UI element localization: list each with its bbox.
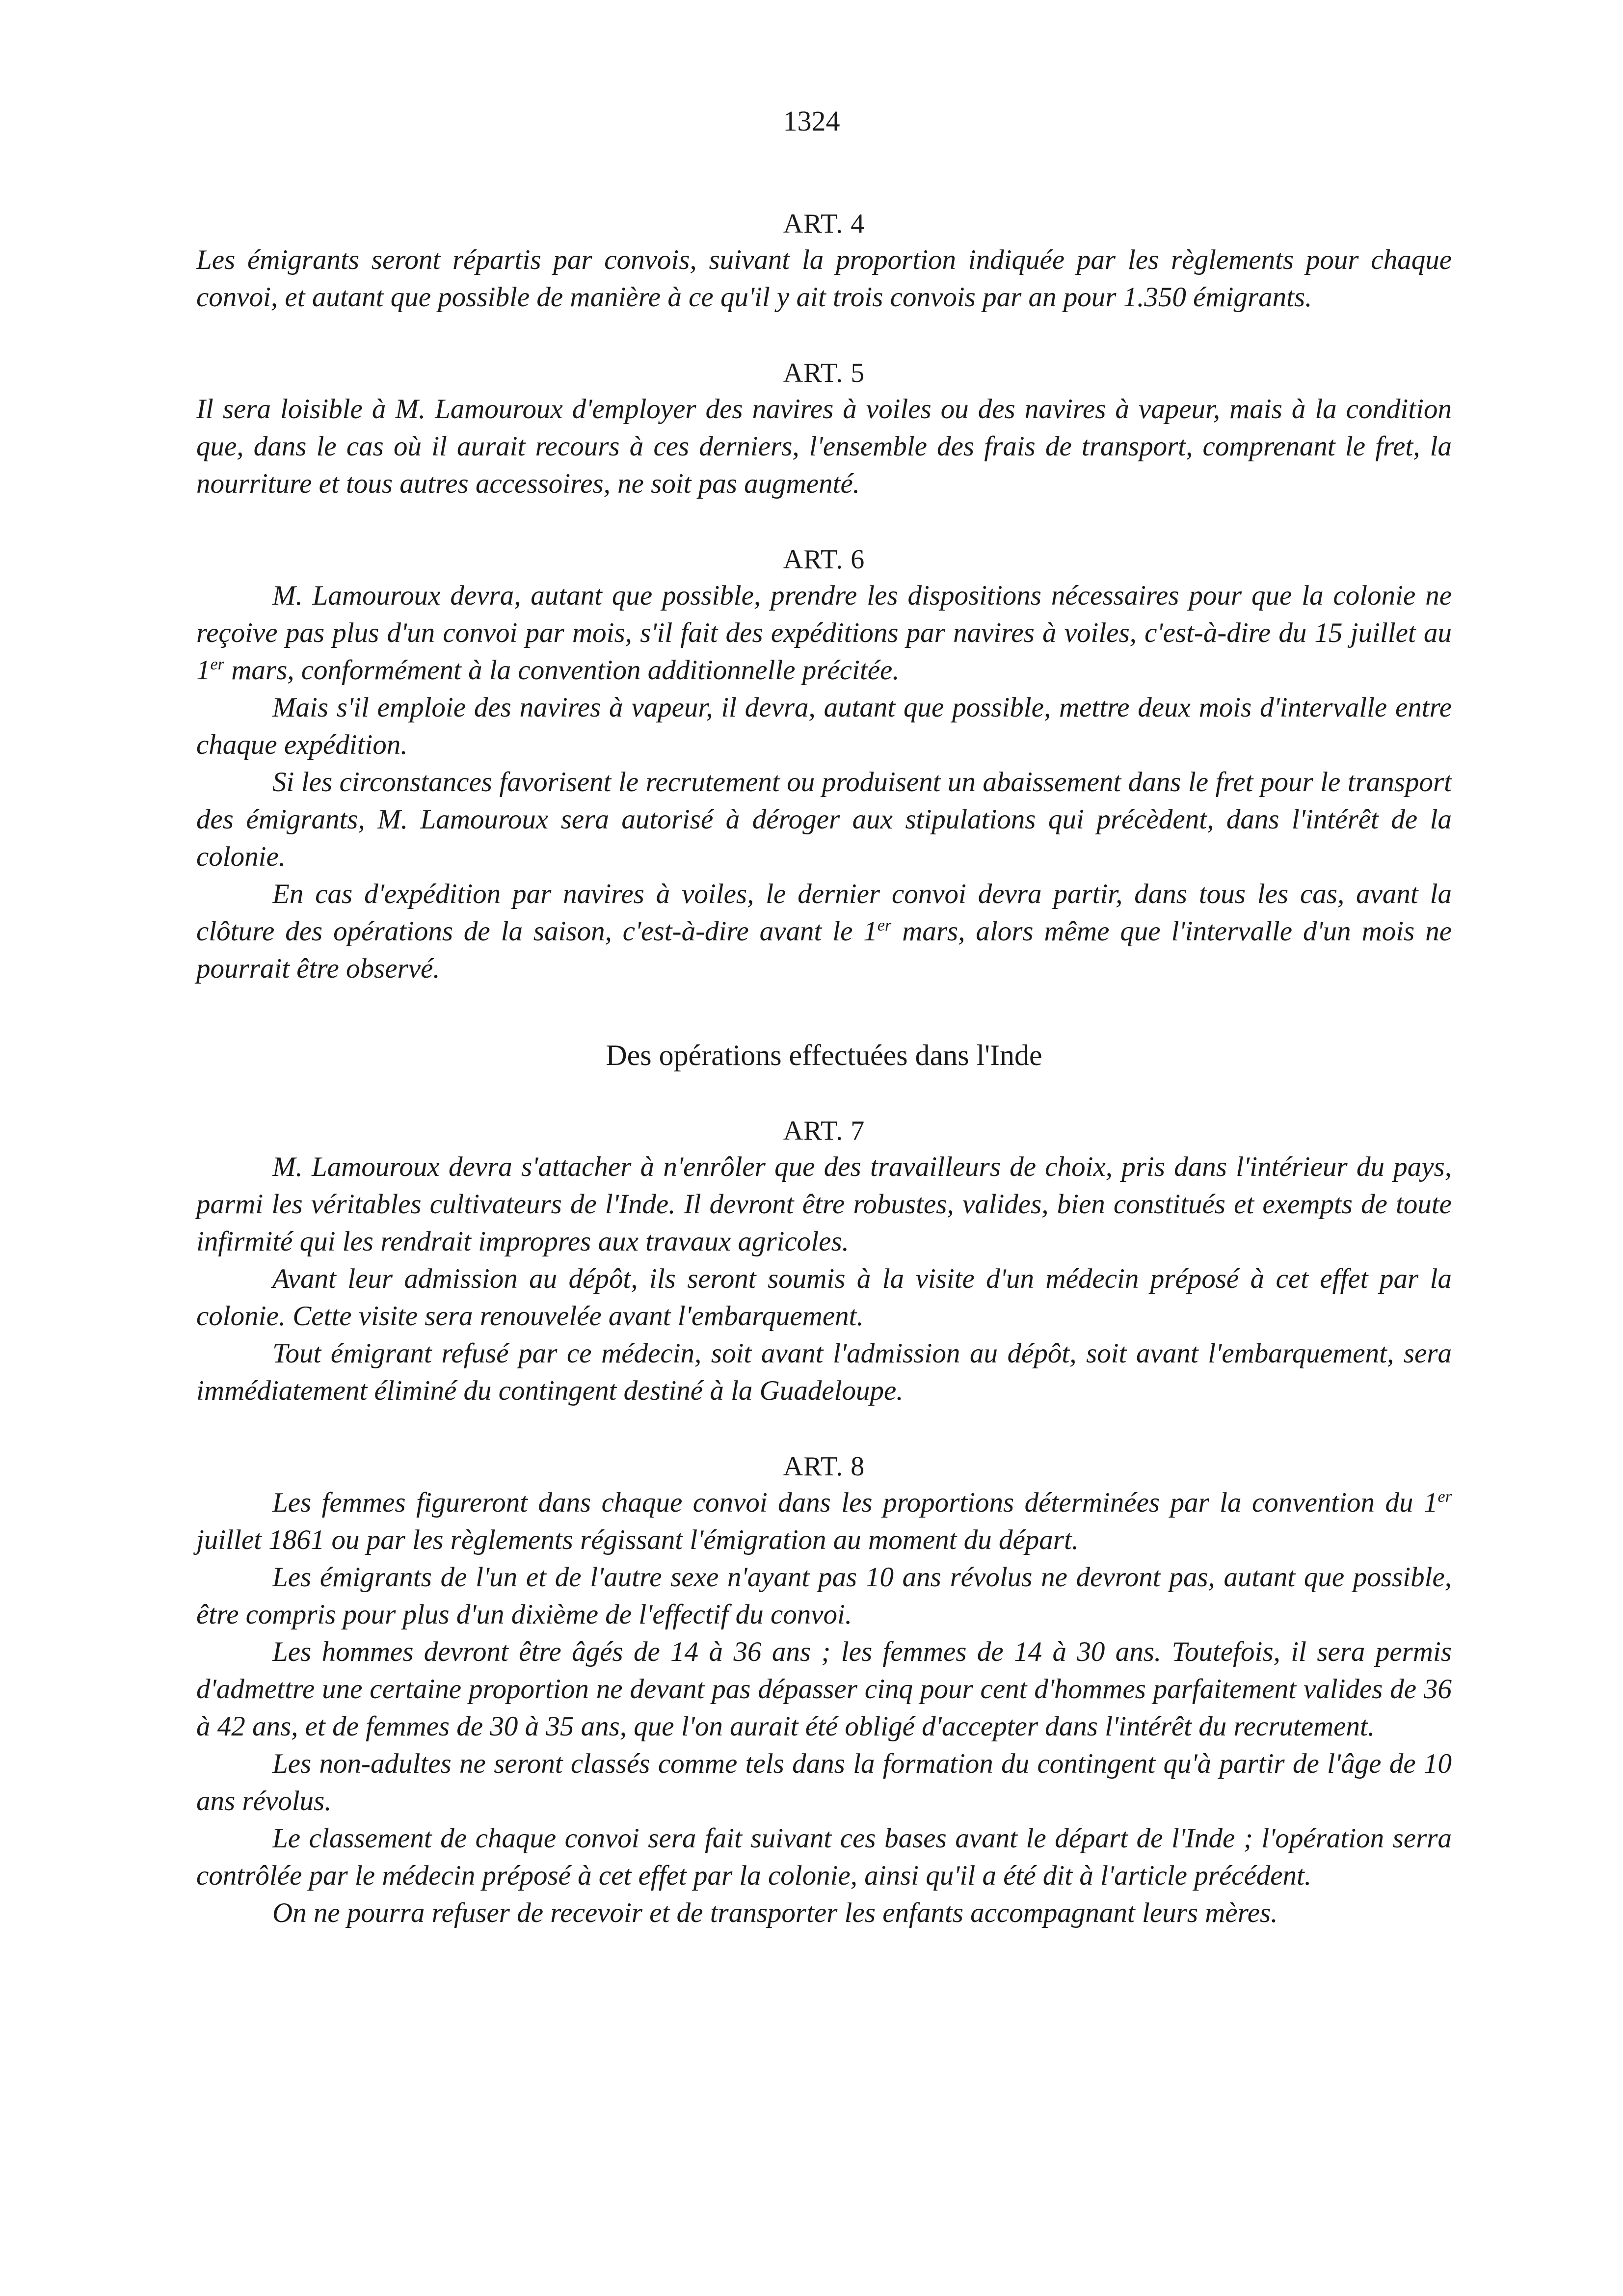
article-6-paragraph-4 (196, 876, 1452, 988)
article-6-paragraph-2: Mais s'il emploie des navires à vapeur, il devra, autant que possible, mettre deux mois d'intervalle entre chaque expédition. (196, 692, 1452, 760)
article-4-paragraph: Les émigrants seront répartis par convois, suivant la proportion indiquée par les règlements pour chaque convoi, et autant que possible de manière à ce qu'il y ait trois convois par an pour 1.350 émigrants. (196, 244, 1452, 313)
article-8-paragraph-1 (196, 1484, 1452, 1559)
ordinal-superscript: er (210, 655, 224, 673)
article-8-heading: ART. 8 (783, 1451, 865, 1482)
article-8-paragraph-5: Le classement de chaque convoi sera fait suivant ces bases avant le départ de l'Inde ; l'opération serra contrôlée par le médecin préposé à cet effet par la colonie, ainsi qu'il a été dit à l'article précédent. (196, 1823, 1452, 1891)
document-body (196, 206, 1452, 1932)
ordinal-superscript: er (1437, 1488, 1452, 1506)
article-6-heading: ART. 6 (783, 544, 865, 575)
article-5-heading: ART. 5 (783, 358, 865, 388)
section-title: Des opérations effectuées dans l'Inde (606, 1039, 1042, 1071)
article-6-paragraph-1-text-b: mars, conformément à la convention additionnelle précitée. (224, 655, 900, 686)
article-8-paragraph-6: On ne pourra refuser de recevoir et de transporter les enfants accompagnant leurs mères. (272, 1897, 1278, 1928)
article-8-paragraph-3: Les hommes devront être âgés de 14 à 36 ans ; les femmes de 14 à 30 ans. Toutefois, il sera permis d'admettre une certaine proportion ne devant pas dépasser cinq pour cent d'hommes parfaitement valides de 36 à 42 ans, et de femmes de 30 à 35 ans, que l'on aurait été obligé d'accepter dans l'intérêt du recrutement. (196, 1636, 1452, 1742)
article-8-paragraph-2: Les émigrants de l'un et de l'autre sexe n'ayant pas 10 ans révolus ne devront pas, autant que possible, être compris pour plus d'un dixième de l'effectif du convoi. (196, 1562, 1452, 1630)
article-7-paragraph-1: M. Lamouroux devra s'attacher à n'enrôler que des travailleurs de choix, pris dans l'intérieur du pays, parmi les véritables cultivateurs de l'Inde. Il devront être robustes, valides, bien constitués et exempts de toute infirmité qui les rendrait impropres aux travaux agricoles. (196, 1151, 1452, 1257)
article-5-paragraph: Il sera loisible à M. Lamouroux d'employer des navires à voiles ou des navires à vapeur, mais à la condition que, dans le cas où il aurait recours à ces derniers, l'ensemble des frais de transport, comprenant le fret, la nourriture et tous autres accessoires, ne soit pas augmenté. (196, 394, 1452, 499)
article-6-paragraph-3: Si les circonstances favorisent le recrutement ou produisent un abaissement dans le fret pour le transport des émigrants, M. Lamouroux sera autorisé à déroger aux stipulations qui précèdent, dans l'intérêt de la colonie. (196, 767, 1452, 872)
ordinal-superscript: er (877, 916, 892, 934)
article-4-heading: ART. 4 (783, 209, 865, 239)
article-6-paragraph-1-text-a: M. Lamouroux devra, autant que possible, prendre les dispositions nécessaires pour que la colonie ne reçoive pas plus d'un convoi par mois, s'il fait des expéditions par navires à voiles, c'est-à-dire du 15 juillet au 1 (196, 580, 1452, 686)
article-6-paragraph-4-text-b: mars, alors même que l'intervalle d'un mois ne pourrait être observé. (196, 916, 1452, 984)
article-7-paragraph-3: Tout émigrant refusé par ce médecin, soit avant l'admission au dépôt, soit avant l'embarquement, sera immédiatement éliminé du contingent destiné à la Guadeloupe. (196, 1338, 1452, 1406)
article-7-heading: ART. 7 (783, 1116, 865, 1146)
article-6-paragraph-4-text-a: En cas d'expédition par navires à voiles, le dernier convoi devra partir, dans tous les cas, avant la clôture des opérations de la saison, c'est-à-dire avant le 1 (196, 879, 1452, 947)
article-6-paragraph-1 (196, 577, 1452, 689)
article-8-paragraph-1-text-a: Les femmes figureront dans chaque convoi dans les proportions déterminées par la convention du 1 (272, 1487, 1438, 1518)
article-8-paragraph-4: Les non-adultes ne seront classés comme tels dans la formation du contingent qu'à partir de l'âge de 10 ans révolus. (196, 1748, 1452, 1816)
article-7-paragraph-2: Avant leur admission au dépôt, ils seront soumis à la visite d'un médecin préposé à cet effet par la colonie. Cette visite sera renouvelée avant l'embarquement. (196, 1263, 1452, 1332)
article-8-paragraph-1-text-b: juillet 1861 ou par les règlements régissant l'émigration au moment du départ. (196, 1524, 1079, 1555)
page-number: 1324 (783, 105, 840, 137)
